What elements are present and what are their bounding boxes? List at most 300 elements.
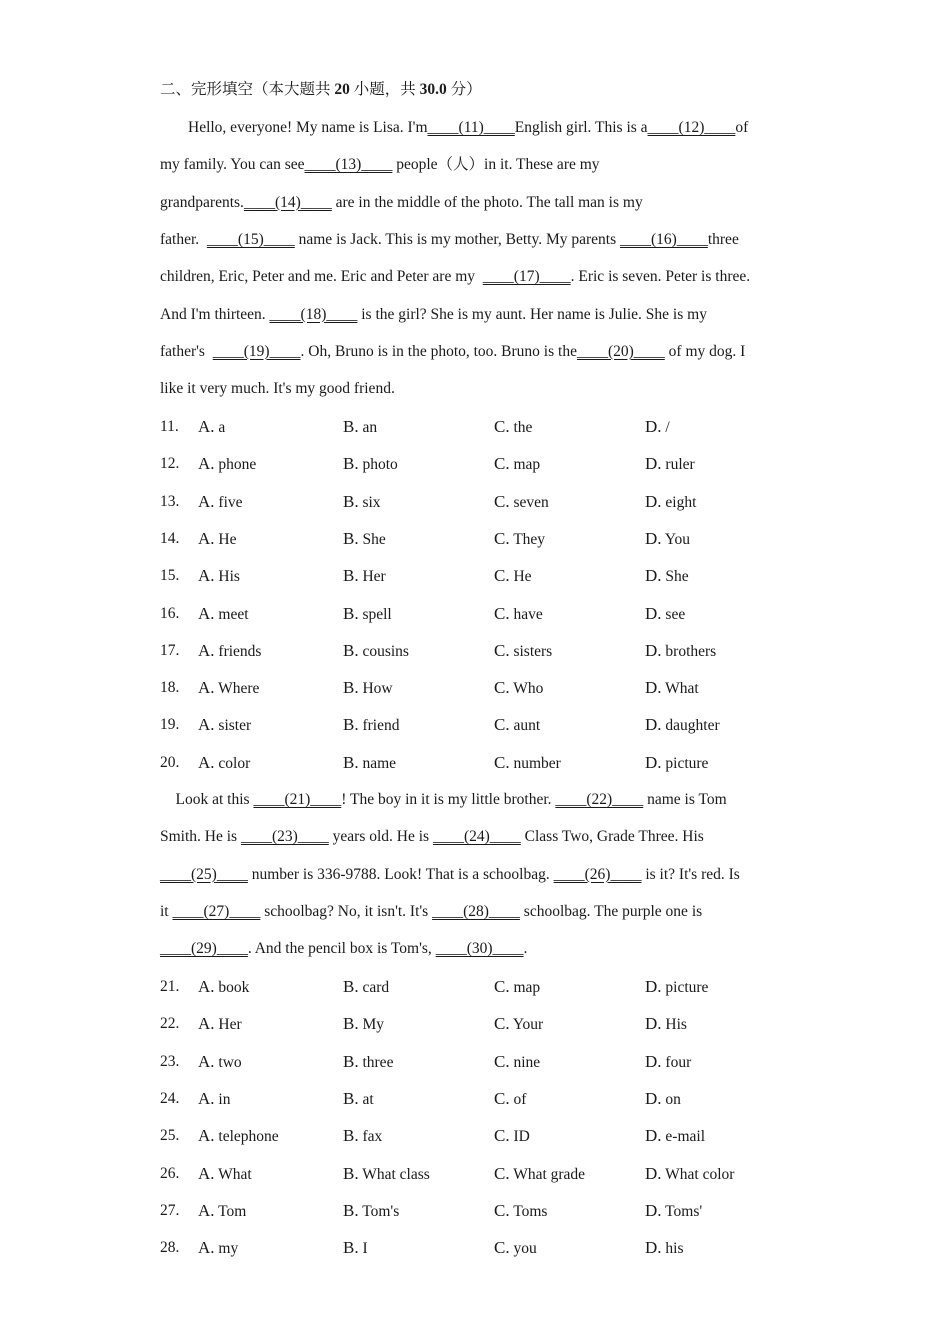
option-text: She bbox=[665, 568, 689, 586]
option-c[interactable] bbox=[494, 641, 552, 662]
option-letter: A. bbox=[198, 1088, 215, 1108]
option-text: his bbox=[665, 1240, 684, 1258]
option-letter: A. bbox=[198, 1200, 215, 1220]
option-c[interactable] bbox=[494, 753, 561, 774]
option-letter: C. bbox=[494, 417, 510, 436]
blank: ____(26)____ bbox=[553, 865, 642, 883]
option-b[interactable] bbox=[343, 529, 386, 550]
question-row bbox=[160, 1052, 860, 1072]
option-c[interactable] bbox=[494, 492, 549, 513]
option-letter: A. bbox=[198, 491, 215, 511]
question-number: 16. bbox=[160, 604, 180, 622]
option-text: four bbox=[665, 1053, 692, 1071]
option-text: telephone bbox=[218, 1128, 279, 1146]
passage-text: my family. You can see bbox=[160, 156, 305, 174]
question-row bbox=[160, 1014, 860, 1034]
blank: ____(19)____ bbox=[212, 342, 301, 360]
option-text: a bbox=[218, 419, 226, 436]
passage-text: . And the pencil box is Tom's, bbox=[247, 940, 436, 958]
option-letter: C. bbox=[494, 640, 510, 660]
passage-text: . Eric is seven. Peter is three. bbox=[570, 268, 751, 286]
passage-text: schoolbag? No, it isn't. It's bbox=[260, 902, 433, 920]
option-letter: B. bbox=[343, 528, 359, 548]
question-row bbox=[160, 715, 860, 735]
option-letter: D. bbox=[645, 454, 662, 474]
option-d[interactable] bbox=[645, 753, 708, 774]
option-d[interactable] bbox=[645, 604, 685, 625]
passage-text: are in the middle of the photo. The tall man is my bbox=[331, 193, 643, 211]
question-row bbox=[160, 977, 860, 997]
option-b[interactable] bbox=[343, 566, 386, 587]
question-row bbox=[160, 1089, 860, 1109]
option-letter: A. bbox=[198, 640, 215, 660]
option-text: aunt bbox=[513, 717, 541, 735]
option-letter: C. bbox=[494, 528, 510, 548]
option-text: What color bbox=[665, 1165, 735, 1183]
option-letter: D. bbox=[645, 1088, 662, 1108]
passage-text: schoolbag. The purple one is bbox=[519, 902, 703, 920]
option-letter: D. bbox=[645, 566, 662, 586]
option-letter: B. bbox=[343, 678, 359, 698]
option-letter: C. bbox=[494, 454, 510, 474]
option-text: Her bbox=[218, 1016, 242, 1034]
question-number: 18. bbox=[160, 679, 180, 697]
question-row bbox=[160, 492, 860, 512]
option-d[interactable] bbox=[645, 454, 695, 475]
option-d[interactable] bbox=[645, 1089, 681, 1110]
option-a[interactable] bbox=[198, 566, 240, 587]
option-d[interactable] bbox=[645, 1201, 702, 1222]
passage-line bbox=[160, 305, 707, 325]
option-a[interactable] bbox=[198, 492, 243, 513]
option-b[interactable] bbox=[343, 1052, 393, 1073]
option-text: seven bbox=[513, 493, 549, 511]
heading-prefix: 二、完形填空（本大题共 bbox=[160, 81, 335, 98]
question-row bbox=[160, 1164, 860, 1184]
option-letter: B. bbox=[343, 1126, 359, 1146]
option-a[interactable] bbox=[198, 1089, 230, 1110]
passage-text: people（人）in it. These are my bbox=[392, 156, 600, 174]
option-letter: D. bbox=[645, 1200, 662, 1220]
option-text: Where bbox=[218, 680, 260, 698]
option-c[interactable] bbox=[494, 1164, 585, 1185]
option-text: of bbox=[513, 1090, 527, 1108]
option-d[interactable] bbox=[645, 529, 690, 550]
option-letter: B. bbox=[343, 603, 359, 623]
option-b[interactable] bbox=[343, 492, 381, 513]
question-row bbox=[160, 641, 860, 661]
option-c[interactable] bbox=[494, 1089, 526, 1110]
passage-text: like it very much. It's my good friend. bbox=[160, 380, 395, 398]
option-c[interactable] bbox=[494, 566, 532, 587]
option-letter: D. bbox=[645, 678, 662, 698]
option-letter: A. bbox=[198, 528, 215, 548]
option-text: They bbox=[513, 530, 546, 548]
option-b[interactable] bbox=[343, 678, 393, 699]
option-text: photo bbox=[362, 456, 398, 474]
option-d[interactable] bbox=[645, 1164, 734, 1185]
passage-text: it bbox=[160, 902, 173, 920]
option-text: card bbox=[362, 979, 390, 996]
option-letter: D. bbox=[645, 603, 662, 623]
question-number: 24. bbox=[160, 1089, 180, 1107]
passage-text: is it? It's red. Is bbox=[641, 865, 740, 883]
option-d[interactable] bbox=[645, 678, 699, 699]
option-letter: B. bbox=[343, 1088, 359, 1108]
option-b[interactable] bbox=[343, 715, 399, 736]
option-d[interactable] bbox=[645, 1014, 687, 1035]
option-letter: D. bbox=[645, 1014, 662, 1034]
passage-text: name is Jack. This is my mother, Betty. My parents bbox=[294, 230, 621, 248]
blank: ____(12)____ bbox=[647, 119, 736, 136]
passage-text: Look at this bbox=[160, 791, 254, 808]
passage-text: number is 336-9788. Look! That is a schoolbag. bbox=[247, 865, 554, 883]
question-row bbox=[160, 1238, 860, 1258]
question-row bbox=[160, 604, 860, 624]
option-text: / bbox=[665, 419, 670, 436]
option-a[interactable] bbox=[198, 1164, 252, 1185]
question-row bbox=[160, 529, 860, 549]
option-letter: D. bbox=[645, 1163, 662, 1183]
option-d[interactable] bbox=[645, 417, 670, 438]
option-text: Who bbox=[513, 680, 544, 698]
option-b[interactable] bbox=[343, 1014, 384, 1035]
passage-text: English girl. This is a bbox=[514, 119, 648, 136]
passage-line bbox=[160, 379, 395, 399]
passage-line bbox=[160, 939, 527, 959]
question-number: 26. bbox=[160, 1164, 180, 1182]
option-b[interactable] bbox=[343, 417, 377, 438]
option-letter: B. bbox=[343, 454, 359, 474]
option-letter: B. bbox=[343, 1163, 359, 1183]
option-text: Toms' bbox=[665, 1202, 703, 1220]
option-letter: A. bbox=[198, 715, 215, 735]
option-letter: C. bbox=[494, 1163, 510, 1183]
option-letter: B. bbox=[343, 715, 359, 735]
option-text: Her bbox=[362, 568, 386, 586]
option-a[interactable] bbox=[198, 529, 236, 550]
question-number: 21. bbox=[160, 978, 180, 995]
option-a[interactable] bbox=[198, 678, 259, 699]
option-c[interactable] bbox=[494, 417, 532, 438]
option-text: How bbox=[362, 680, 393, 698]
option-a[interactable] bbox=[198, 454, 256, 475]
option-text: ID bbox=[513, 1128, 530, 1146]
option-letter: C. bbox=[494, 1051, 510, 1071]
blank: ____(27)____ bbox=[172, 902, 261, 920]
option-letter: D. bbox=[645, 1238, 662, 1258]
blank: ____(17)____ bbox=[482, 268, 571, 286]
option-letter: D. bbox=[645, 715, 662, 735]
option-a[interactable] bbox=[198, 641, 261, 662]
option-b[interactable] bbox=[343, 454, 398, 475]
option-b[interactable] bbox=[343, 977, 389, 998]
option-c[interactable] bbox=[494, 678, 543, 699]
passage-line bbox=[160, 193, 643, 213]
option-a[interactable] bbox=[198, 1126, 279, 1147]
option-letter: C. bbox=[494, 678, 510, 698]
question-number: 12. bbox=[160, 455, 180, 473]
question-number: 13. bbox=[160, 492, 180, 510]
blank: ____(25)____ bbox=[160, 865, 248, 883]
option-letter: D. bbox=[645, 1126, 662, 1146]
option-text: my bbox=[218, 1240, 239, 1258]
passage-text: name is Tom bbox=[643, 791, 727, 808]
option-text: picture bbox=[665, 979, 709, 996]
option-d[interactable] bbox=[645, 715, 720, 736]
option-text: Toms bbox=[513, 1202, 548, 1220]
blank: ____(21)____ bbox=[253, 791, 342, 808]
option-c[interactable] bbox=[494, 977, 540, 998]
blank: ____(20)____ bbox=[576, 342, 665, 360]
option-text: spell bbox=[362, 605, 392, 623]
option-text: Your bbox=[512, 1016, 544, 1034]
passage-text: And I'm thirteen. bbox=[160, 305, 270, 323]
passage-text: father. bbox=[160, 230, 207, 248]
option-letter: C. bbox=[494, 1126, 510, 1146]
option-text: color bbox=[218, 754, 251, 772]
option-c[interactable] bbox=[494, 1014, 543, 1035]
blank: ____(15)____ bbox=[206, 230, 295, 248]
option-letter: C. bbox=[494, 977, 510, 996]
option-text: map bbox=[513, 456, 541, 474]
option-letter: B. bbox=[343, 1238, 359, 1258]
passage-text: grandparents. bbox=[160, 193, 244, 211]
option-c[interactable] bbox=[494, 715, 540, 736]
option-text: What bbox=[218, 1165, 252, 1183]
blank: ____(29)____ bbox=[160, 940, 248, 958]
option-c[interactable] bbox=[494, 1126, 530, 1147]
option-text: What class bbox=[362, 1165, 430, 1183]
option-letter: A. bbox=[198, 752, 215, 772]
option-c[interactable] bbox=[494, 1201, 547, 1222]
option-d[interactable] bbox=[645, 1052, 691, 1073]
option-c[interactable] bbox=[494, 454, 540, 475]
option-text: What bbox=[665, 680, 699, 698]
option-text: What grade bbox=[513, 1165, 586, 1183]
option-text: two bbox=[218, 1053, 242, 1071]
option-letter: D. bbox=[645, 491, 662, 511]
option-b[interactable] bbox=[343, 1089, 374, 1110]
blank: ____(30)____ bbox=[435, 940, 524, 958]
option-text: book bbox=[218, 979, 250, 996]
option-b[interactable] bbox=[343, 1201, 399, 1222]
option-letter: B. bbox=[343, 566, 359, 586]
option-a[interactable] bbox=[198, 1238, 238, 1259]
section-heading bbox=[160, 80, 482, 100]
option-text: fax bbox=[362, 1128, 383, 1146]
option-letter: B. bbox=[343, 977, 359, 996]
option-letter: C. bbox=[494, 1238, 510, 1258]
option-text: see bbox=[665, 605, 686, 623]
option-text: map bbox=[513, 979, 541, 996]
option-text: He bbox=[218, 530, 237, 548]
option-b[interactable] bbox=[343, 1238, 368, 1259]
option-a[interactable] bbox=[198, 977, 249, 998]
question-number: 22. bbox=[160, 1015, 180, 1033]
option-letter: A. bbox=[198, 1163, 215, 1183]
option-letter: A. bbox=[198, 1014, 215, 1034]
passage-line bbox=[160, 155, 600, 175]
option-d[interactable] bbox=[645, 566, 689, 587]
passage-text: Smith. He is bbox=[160, 828, 241, 846]
blank: ____(14)____ bbox=[243, 193, 332, 211]
option-text: sisters bbox=[513, 642, 553, 660]
question-row bbox=[160, 566, 860, 586]
passage-text: years old. He is bbox=[328, 828, 433, 846]
option-text: phone bbox=[218, 456, 257, 474]
heading-count: 20 bbox=[334, 81, 350, 98]
option-a[interactable] bbox=[198, 1201, 246, 1222]
option-text: an bbox=[362, 419, 378, 436]
passage-text: ! The boy in it is my little brother. bbox=[341, 791, 556, 808]
option-letter: A. bbox=[198, 977, 215, 996]
passage-line bbox=[160, 790, 727, 810]
option-text: Tom's bbox=[362, 1202, 400, 1220]
option-text: nine bbox=[513, 1053, 541, 1071]
option-text: on bbox=[665, 1090, 681, 1108]
passage-text: Class Two, Grade Three. His bbox=[520, 828, 704, 846]
option-letter: C. bbox=[494, 491, 510, 511]
passage-line bbox=[188, 118, 748, 138]
question-number: 17. bbox=[160, 641, 180, 659]
option-letter: D. bbox=[645, 752, 662, 772]
option-text: name bbox=[362, 754, 397, 772]
blank: ____(24)____ bbox=[432, 828, 521, 846]
option-letter: A. bbox=[198, 1126, 215, 1146]
option-text: My bbox=[362, 1016, 385, 1034]
passage-text: of my dog. I bbox=[664, 342, 746, 360]
option-a[interactable] bbox=[198, 417, 225, 438]
blank: ____(23)____ bbox=[240, 828, 329, 846]
option-a[interactable] bbox=[198, 1052, 242, 1073]
passage-line bbox=[160, 267, 750, 287]
option-b[interactable] bbox=[343, 753, 396, 774]
option-a[interactable] bbox=[198, 1014, 242, 1035]
question-row bbox=[160, 1126, 860, 1146]
option-a[interactable] bbox=[198, 715, 251, 736]
option-letter: D. bbox=[645, 977, 662, 996]
option-letter: B. bbox=[343, 417, 359, 436]
option-text: five bbox=[218, 493, 243, 511]
question-number: 14. bbox=[160, 529, 180, 547]
option-letter: C. bbox=[494, 566, 510, 586]
passage-line bbox=[160, 230, 739, 250]
passage-text: . Oh, Bruno is in the photo, too. Bruno is the bbox=[300, 342, 577, 360]
option-text: picture bbox=[665, 754, 709, 772]
passage-line bbox=[160, 342, 745, 362]
option-text: His bbox=[665, 1016, 687, 1034]
question-number: 27. bbox=[160, 1201, 180, 1219]
option-letter: D. bbox=[645, 528, 662, 548]
option-text: cousins bbox=[362, 642, 409, 660]
option-text: meet bbox=[218, 605, 249, 623]
option-letter: A. bbox=[198, 1051, 215, 1071]
option-text: sister bbox=[218, 717, 252, 735]
option-text: ruler bbox=[665, 456, 695, 474]
heading-middle: 小题，共 bbox=[349, 81, 420, 98]
option-d[interactable] bbox=[645, 492, 696, 513]
option-d[interactable] bbox=[645, 1238, 684, 1259]
option-d[interactable] bbox=[645, 641, 716, 662]
option-text: the bbox=[513, 419, 533, 436]
passage-text: is the girl? She is my aunt. Her name is Julie. She is my bbox=[357, 305, 707, 323]
option-letter: C. bbox=[494, 1200, 510, 1220]
blank: ____(11)____ bbox=[427, 119, 515, 136]
option-text: I bbox=[362, 1240, 368, 1258]
option-letter: B. bbox=[343, 640, 359, 660]
question-number: 11. bbox=[160, 418, 179, 435]
option-text: She bbox=[362, 530, 386, 548]
option-text: brothers bbox=[665, 642, 717, 660]
option-letter: C. bbox=[494, 1088, 510, 1108]
option-text: You bbox=[664, 530, 690, 548]
passage-text: children, Eric, Peter and me. Eric and Peter are my bbox=[160, 268, 483, 286]
option-letter: C. bbox=[494, 715, 510, 735]
option-b[interactable] bbox=[343, 1164, 430, 1185]
option-d[interactable] bbox=[645, 1126, 705, 1147]
option-text: e-mail bbox=[665, 1128, 705, 1146]
option-c[interactable] bbox=[494, 1238, 537, 1259]
option-letter: C. bbox=[494, 603, 510, 623]
heading-score: 30.0 bbox=[419, 81, 447, 98]
option-letter: B. bbox=[343, 752, 359, 772]
passage-line bbox=[160, 827, 704, 847]
option-text: you bbox=[513, 1240, 537, 1258]
blank: ____(13)____ bbox=[304, 156, 393, 174]
option-letter: A. bbox=[198, 603, 215, 623]
option-text: number bbox=[513, 754, 561, 772]
question-number: 28. bbox=[160, 1239, 180, 1257]
passage-text: . bbox=[523, 940, 528, 958]
option-letter: A. bbox=[198, 417, 215, 436]
option-letter: B. bbox=[343, 1014, 359, 1034]
option-letter: B. bbox=[343, 491, 359, 511]
option-a[interactable] bbox=[198, 753, 250, 774]
option-b[interactable] bbox=[343, 1126, 382, 1147]
option-c[interactable] bbox=[494, 529, 545, 550]
option-letter: A. bbox=[198, 678, 215, 698]
question-row bbox=[160, 753, 860, 773]
option-b[interactable] bbox=[343, 641, 409, 662]
blank: ____(28)____ bbox=[432, 902, 520, 920]
option-c[interactable] bbox=[494, 604, 543, 625]
option-c[interactable] bbox=[494, 1052, 540, 1073]
option-a[interactable] bbox=[198, 604, 249, 625]
option-text: His bbox=[218, 568, 240, 586]
question-number: 15. bbox=[160, 567, 180, 585]
option-letter: C. bbox=[494, 752, 510, 772]
option-letter: D. bbox=[645, 1051, 662, 1071]
blank: ____(16)____ bbox=[620, 230, 708, 248]
option-letter: D. bbox=[645, 417, 662, 436]
passage-text: of bbox=[735, 119, 749, 136]
question-row bbox=[160, 417, 860, 437]
question-row bbox=[160, 678, 860, 698]
option-text: friend bbox=[362, 717, 400, 735]
question-number: 23. bbox=[160, 1052, 180, 1070]
option-text: eight bbox=[665, 493, 697, 511]
passage-text: father's bbox=[160, 342, 213, 360]
blank: ____(18)____ bbox=[269, 305, 358, 323]
option-b[interactable] bbox=[343, 604, 392, 625]
option-text: friends bbox=[218, 642, 262, 660]
option-letter: D. bbox=[645, 640, 662, 660]
option-d[interactable] bbox=[645, 977, 708, 998]
option-text: have bbox=[513, 605, 543, 623]
passage-text: three bbox=[707, 230, 739, 248]
option-letter: A. bbox=[198, 566, 215, 586]
